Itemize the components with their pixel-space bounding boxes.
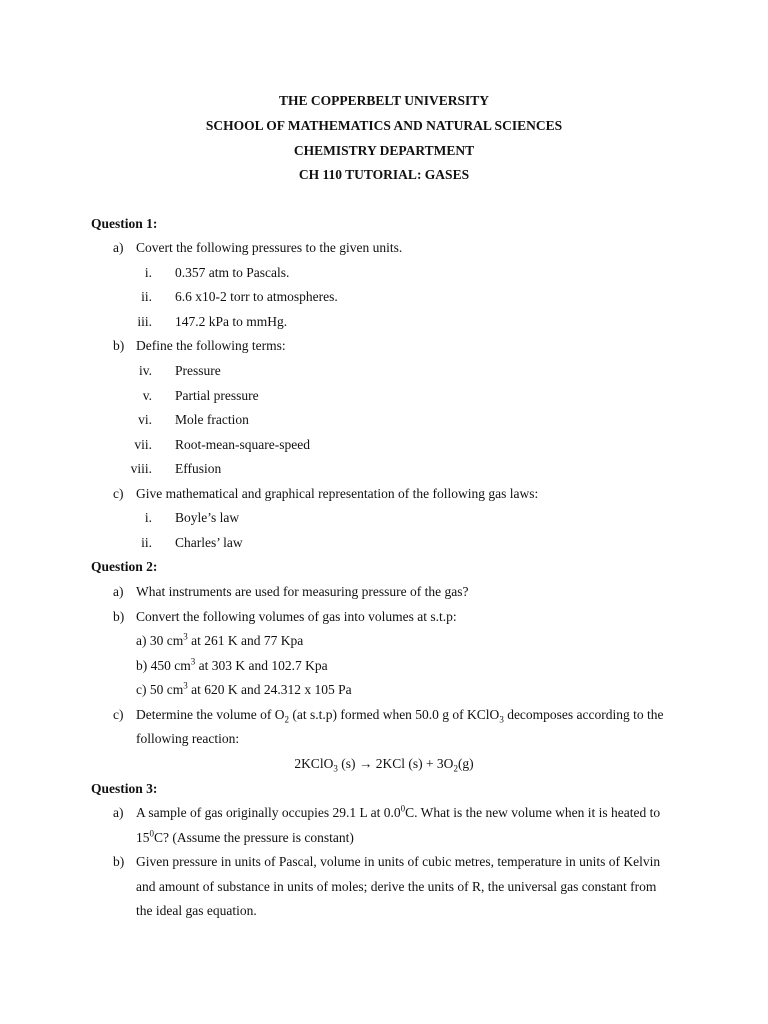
q3-a-text-line2 [136,830,354,846]
volume-item [136,682,352,698]
volume-item-suffix: at 303 K and 102.7 Kpa [195,658,328,673]
subscript: 3 [333,763,338,774]
q1-c-text: Give mathematical and graphical representation of the following gas laws: [136,486,539,501]
q2-c-text-line2: following reaction: [136,731,240,746]
tutorial-title: CH 110 TUTORIAL: GASES [298,167,470,182]
reaction-equation [0,756,768,772]
question-3-heading: Question 3: [91,781,158,796]
subscript: 3 [499,714,504,725]
q2-c-text-line1 [136,707,664,723]
text-segment: C? (Assume the pressure is constant) [154,830,354,845]
list-item-number: iv. [139,363,152,378]
list-item-text: Root-mean-square-speed [175,437,310,452]
list-item-text: Boyle’s law [175,510,240,525]
text-segment: decomposes according to the [503,707,664,722]
superscript: 3 [183,680,188,691]
list-item-text: Mole fraction [175,412,249,427]
text-segment: C. What is the new volume when it is heated to [405,805,661,820]
list-item-number: iii. [137,314,152,329]
school-name: SCHOOL OF MATHEMATICS AND NATURAL SCIENCES [205,118,563,133]
list-item-text: Partial pressure [175,388,259,403]
q3-a-text-line1 [136,805,660,821]
q2-a-label: a) [113,584,124,599]
superscript: 0 [400,803,406,814]
list-item-number: v. [142,388,152,403]
text-segment: Determine the volume of O [136,707,285,722]
equation-segment: (s) → 2KCl (s) + 3O [337,756,454,771]
list-item-text: 6.6 x10-2 torr to atmospheres. [175,289,338,304]
q2-b-text: Convert the following volumes of gas into volumes at s.t.p: [136,609,457,624]
list-item-number: vii. [134,437,152,452]
q2-b-label: b) [113,609,125,624]
superscript: 3 [183,631,188,642]
list-item-number: vi. [138,412,152,427]
q2-c-label: c) [113,707,124,722]
volume-item-prefix: b) 450 cm [136,658,191,673]
list-item-number: viii. [130,461,152,476]
volume-item-suffix: at 620 K and 24.312 x 105 Pa [187,682,352,697]
q1-a-label: a) [113,240,124,255]
volume-item-suffix: at 261 K and 77 Kpa [187,633,304,648]
subscript: 2 [453,763,458,774]
volume-item [136,633,303,649]
q1-c-label: c) [113,486,124,501]
q2-a-text: What instruments are used for measuring pressure of the gas? [136,584,469,599]
question-1-heading: Question 1: [91,216,158,231]
q3-b-label: b) [113,854,125,869]
text-segment: 15 [136,830,150,845]
list-item-text: Charles’ law [175,535,243,550]
equation-segment: 2KClO [294,756,334,771]
list-item-text: 0.357 atm to Pascals. [175,265,290,280]
text-segment: (at s.t.p) formed when 50.0 g of KClO [288,707,500,722]
q1-b-label: b) [113,338,125,353]
q3-b-text-line2: and amount of substance in units of moles; derive the units of R, the universal gas constant from [136,879,657,894]
question-2-heading: Question 2: [91,559,158,574]
list-item-number: i. [144,510,152,525]
q3-a-label: a) [113,805,124,820]
subscript: 2 [284,714,289,725]
q3-b-text-line3: the ideal gas equation. [136,903,257,918]
department-name: CHEMISTRY DEPARTMENT [293,143,475,158]
list-item-text: Effusion [175,461,222,476]
list-item-number: i. [144,265,152,280]
list-item-text: Pressure [175,363,221,378]
q1-b-text: Define the following terms: [136,338,286,353]
superscript: 3 [190,656,196,667]
superscript: 0 [149,828,154,839]
university-name: THE COPPERBELT UNIVERSITY [278,93,490,108]
volume-item-prefix: a) 30 cm [136,633,184,648]
text-segment: A sample of gas originally occupies 29.1 L at 0.0 [136,805,401,820]
volume-item [136,658,328,674]
list-item-number: ii. [141,289,152,304]
list-item-number: ii. [141,535,152,550]
q3-b-text-line1: Given pressure in units of Pascal, volume in units of cubic metres, temperature in units of Kelvin [136,854,661,869]
q1-a-text: Covert the following pressures to the given units. [136,240,403,255]
equation-segment: (g) [457,756,474,771]
list-item-text: 147.2 kPa to mmHg. [175,314,288,329]
volume-item-prefix: c) 50 cm [136,682,184,697]
